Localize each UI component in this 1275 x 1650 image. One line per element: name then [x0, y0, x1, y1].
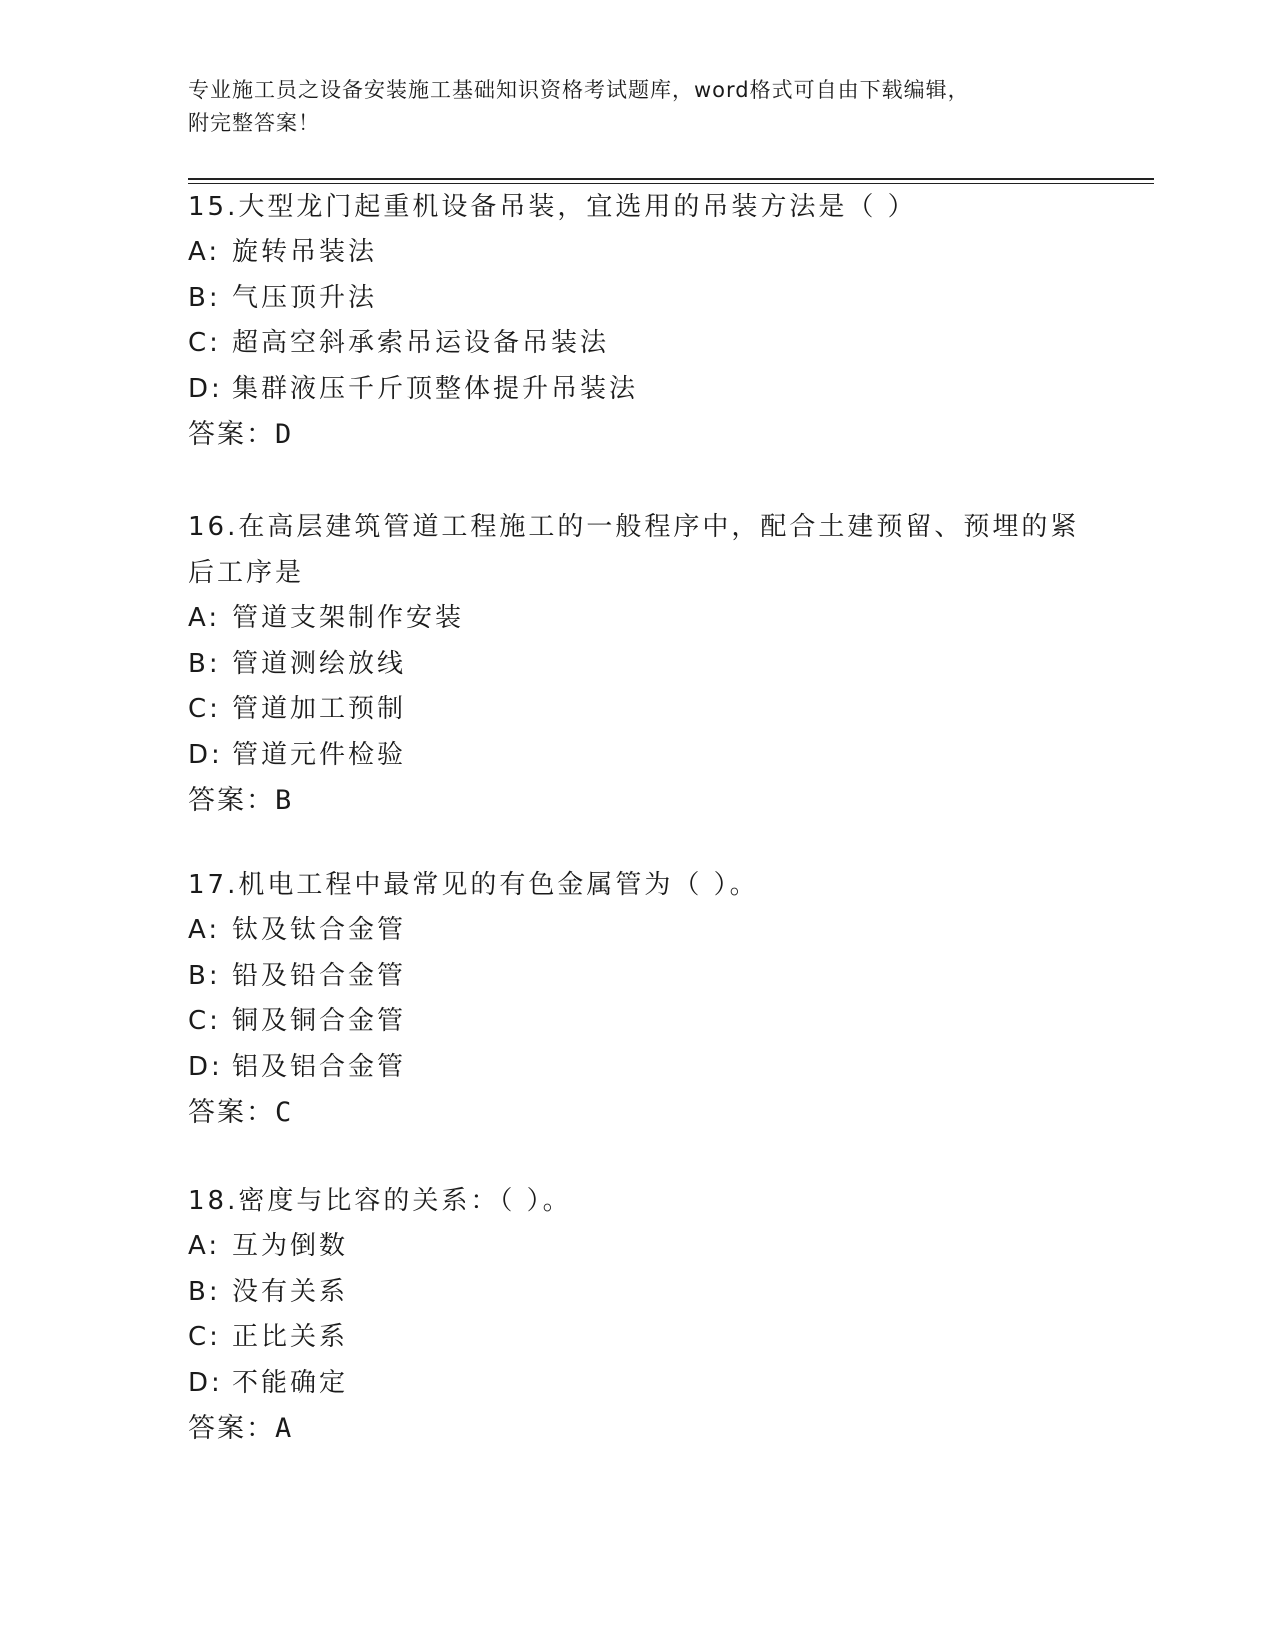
- option-b: [188, 276, 1088, 322]
- option-letter: B:: [188, 960, 221, 991]
- document-header: [188, 74, 1088, 140]
- answer-value: C: [275, 1097, 294, 1128]
- header-line-2: 附完整答案！: [188, 111, 320, 135]
- option-text: 铜及铜合金管: [232, 1006, 407, 1036]
- option-letter: D:: [188, 739, 223, 770]
- option-letter: D:: [188, 373, 223, 404]
- option-text: 管道加工预制: [232, 694, 407, 724]
- option-c: [188, 1315, 1088, 1361]
- option-b: [188, 954, 1088, 1000]
- option-d: [188, 367, 1088, 413]
- answer-label: 答案：: [188, 1413, 275, 1444]
- option-text: 互为倒数: [232, 1231, 349, 1261]
- option-d: [188, 1045, 1088, 1091]
- answer-value: B: [275, 785, 294, 816]
- option-a: [188, 1224, 1088, 1270]
- option-letter: B:: [188, 1276, 221, 1307]
- option-b: [188, 1270, 1088, 1316]
- option-a: [188, 230, 1088, 276]
- option-text: 正比关系: [232, 1322, 349, 1352]
- option-text: 铅及铅合金管: [232, 960, 407, 991]
- option-text: 没有关系: [232, 1276, 349, 1307]
- option-d: [188, 1361, 1088, 1407]
- answer-value: D: [275, 419, 294, 450]
- question-stem: 17.机电工程中最常见的有色金属管为（ ）。: [188, 870, 759, 900]
- option-letter: A:: [188, 1231, 221, 1261]
- answer-line: [188, 1090, 1088, 1136]
- question-18: [188, 1178, 1088, 1452]
- option-text: 管道支架制作安装: [232, 603, 465, 633]
- header-line-1: 专业施工员之设备安装施工基础知识资格考试题库，word格式可自由下载编辑，: [188, 78, 970, 102]
- question-stem-continued: 后工序是: [188, 558, 305, 588]
- question-16: [188, 504, 1088, 824]
- answer-value: A: [275, 1413, 294, 1444]
- option-text: 旋转吊装法: [232, 237, 378, 267]
- option-text: 管道测绘放线: [232, 648, 407, 679]
- option-letter: A:: [188, 237, 221, 267]
- option-text: 铝及铝合金管: [232, 1051, 407, 1082]
- option-text: 不能确定: [232, 1367, 349, 1398]
- option-text: 超高空斜承索吊运设备吊装法: [232, 328, 610, 358]
- option-letter: C:: [188, 694, 221, 724]
- option-letter: B:: [188, 282, 221, 313]
- option-b: [188, 642, 1088, 688]
- answer-line: [188, 1406, 1088, 1452]
- option-text: 管道元件检验: [232, 739, 407, 770]
- option-letter: C:: [188, 1322, 221, 1352]
- option-letter: B:: [188, 648, 221, 679]
- option-d: [188, 733, 1088, 779]
- option-letter: C:: [188, 328, 221, 358]
- option-a: [188, 908, 1088, 954]
- question-stem: 18.密度与比容的关系：（ ）。: [188, 1186, 572, 1216]
- option-text: 钛及钛合金管: [232, 915, 407, 945]
- option-a: [188, 596, 1088, 642]
- option-c: [188, 999, 1088, 1045]
- option-c: [188, 321, 1088, 367]
- option-letter: C:: [188, 1006, 221, 1036]
- option-text: 气压顶升法: [232, 282, 378, 313]
- answer-label: 答案：: [188, 419, 275, 450]
- header-divider-thick: [188, 178, 1154, 180]
- answer-label: 答案：: [188, 785, 275, 816]
- answer-line: [188, 412, 1088, 458]
- question-stem: 16.在高层建筑管道工程施工的一般程序中，配合土建预留、预埋的紧: [188, 512, 1080, 542]
- answer-line: [188, 778, 1088, 824]
- option-letter: A:: [188, 603, 221, 633]
- option-text: 集群液压千斤顶整体提升吊装法: [232, 373, 639, 404]
- question-17: [188, 862, 1088, 1136]
- question-15: [188, 184, 1088, 458]
- option-c: [188, 687, 1088, 733]
- option-letter: D:: [188, 1367, 223, 1398]
- option-letter: D:: [188, 1051, 223, 1082]
- option-letter: A:: [188, 915, 221, 945]
- answer-label: 答案：: [188, 1097, 275, 1128]
- question-stem: 15.大型龙门起重机设备吊装，宜选用的吊装方法是（ ）: [188, 192, 917, 222]
